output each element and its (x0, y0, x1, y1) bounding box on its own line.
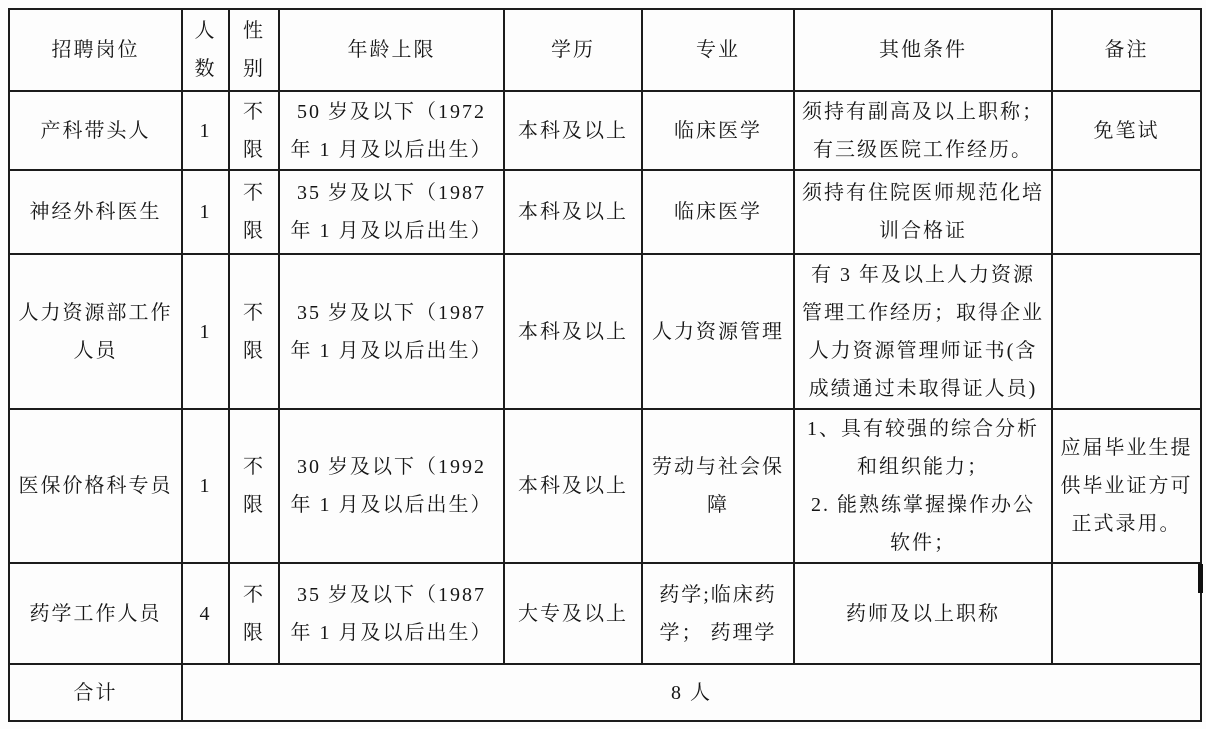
condition-line: 有 3 年及以上人力资源管理工作经历；取得企业人力资源管理师证书(含成绩通过未取得证人员) (802, 263, 1044, 400)
cell-count: 4 (182, 563, 229, 664)
header-cell-gender: 性别 (229, 9, 279, 91)
cell-position: 药学工作人员 (9, 563, 182, 664)
recruitment-table (8, 8, 1202, 722)
total-row (9, 664, 1201, 721)
cell-gender: 不限 (229, 563, 279, 664)
total-value: 8 人 (182, 664, 1201, 721)
cell-gender: 不限 (229, 409, 279, 563)
cell-major: 人力资源管理 (642, 254, 794, 409)
cell-conditions (794, 254, 1052, 409)
condition-line: 药师及以上职称 (846, 602, 1000, 625)
condition-line: 须持有副高及以上职称；有三级医院工作经历。 (802, 100, 1044, 161)
cell-major: 临床医学 (642, 170, 794, 254)
condition-line: 须持有住院医师规范化培训合格证 (802, 182, 1044, 242)
cell-gender: 不限 (229, 170, 279, 254)
cell-count: 1 (182, 254, 229, 409)
cell-count: 1 (182, 91, 229, 170)
cell-remark (1052, 170, 1201, 254)
header-cell-position: 招聘岗位 (9, 9, 182, 91)
cell-major: 药学;临床药学； 药理学 (642, 563, 794, 664)
header-cell-remark: 备注 (1052, 9, 1201, 91)
cell-gender: 不限 (229, 254, 279, 409)
table-row (9, 409, 1201, 563)
table-body (9, 91, 1201, 664)
cell-position: 人力资源部工作人员 (9, 254, 182, 409)
header-cell-count: 人数 (182, 9, 229, 91)
condition-line: 2. 能熟练掌握操作办公软件； (811, 494, 1035, 554)
cell-age: 50 岁及以下（1972 年 1 月及以后出生） (279, 91, 504, 170)
cell-remark: 免笔试 (1052, 91, 1201, 170)
cell-conditions (794, 170, 1052, 254)
cell-conditions (794, 91, 1052, 170)
cell-major: 劳动与社会保障 (642, 409, 794, 563)
header-cell-conditions: 其他条件 (794, 9, 1052, 91)
cell-education: 本科及以上 (504, 409, 642, 563)
cell-age: 35 岁及以下（1987 年 1 月及以后出生） (279, 254, 504, 409)
table-row (9, 170, 1201, 254)
cell-position: 医保价格科专员 (9, 409, 182, 563)
cell-position: 产科带头人 (9, 91, 182, 170)
cell-conditions (794, 409, 1052, 563)
cell-count: 1 (182, 170, 229, 254)
table-row (9, 563, 1201, 664)
header-cell-major: 专业 (642, 9, 794, 91)
cell-age: 35 岁及以下（1987 年 1 月及以后出生） (279, 563, 504, 664)
cell-position: 神经外科医生 (9, 170, 182, 254)
header-cell-age: 年龄上限 (279, 9, 504, 91)
cell-remark: 应届毕业生提供毕业证方可正式录用。 (1052, 409, 1201, 563)
total-label: 合计 (9, 664, 182, 721)
cell-education: 本科及以上 (504, 170, 642, 254)
cell-age: 35 岁及以下（1987 年 1 月及以后出生） (279, 170, 504, 254)
scan-artifact-mark (1198, 564, 1203, 593)
cell-gender: 不限 (229, 91, 279, 170)
cell-remark (1052, 254, 1201, 409)
condition-line: 1、具有较强的综合分析和组织能力； (807, 418, 1039, 478)
cell-count: 1 (182, 409, 229, 563)
header-cell-education: 学历 (504, 9, 642, 91)
cell-age: 30 岁及以下（1992 年 1 月及以后出生） (279, 409, 504, 563)
table-row (9, 91, 1201, 170)
cell-education: 本科及以上 (504, 254, 642, 409)
cell-education: 大专及以上 (504, 563, 642, 664)
table-header-row (9, 9, 1201, 91)
cell-remark (1052, 563, 1201, 664)
cell-major: 临床医学 (642, 91, 794, 170)
cell-conditions (794, 563, 1052, 664)
cell-education: 本科及以上 (504, 91, 642, 170)
table-row (9, 254, 1201, 409)
